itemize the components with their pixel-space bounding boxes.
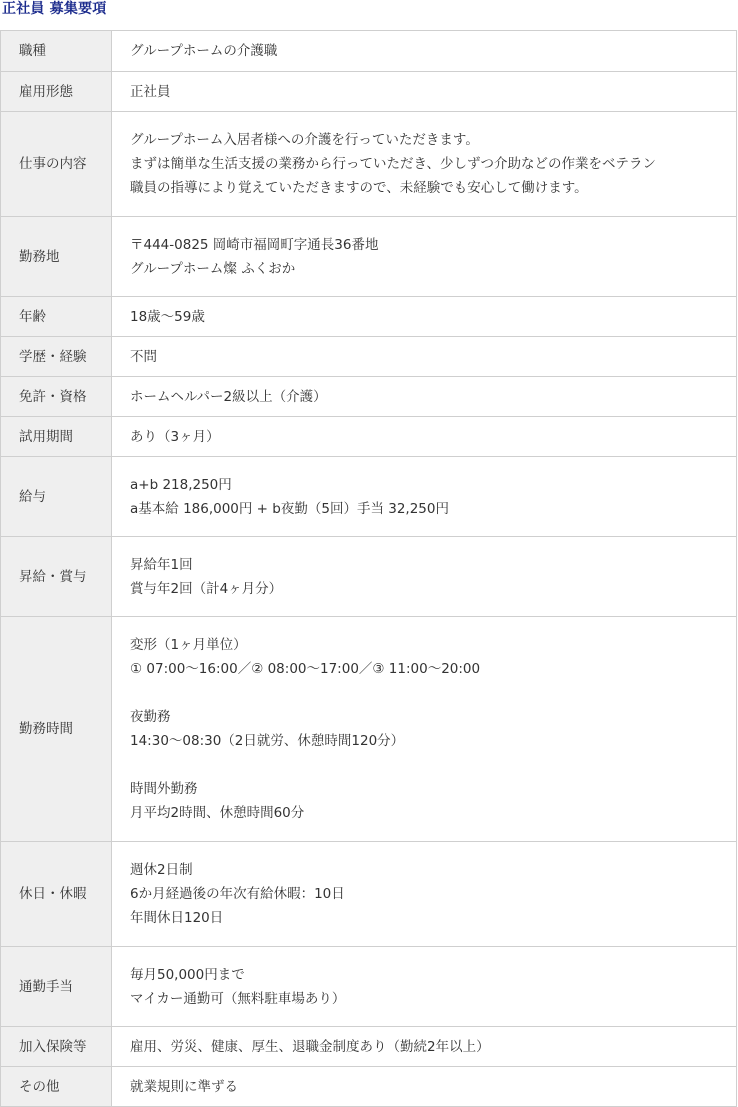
table-row-commute-allowance [1,947,737,1027]
table-row-other [1,1067,737,1107]
row-label: 学歴・経験 [1,337,112,377]
table-row-work-location [1,217,737,297]
table-row-employment-type [1,72,737,112]
table-row-job-description [1,112,737,217]
value-line: a基本給 186,000円 + b夜勤（5回）手当 32,250円 [130,500,449,517]
row-value [112,112,737,217]
value-line: 〒444-0825 岡崎市福岡町字通長36番地 [130,236,379,253]
table-row-holidays [1,842,737,947]
value-line: 昇給年1回 [130,556,193,573]
table-row-license [1,377,737,417]
row-label: 加入保険等 [1,1027,112,1067]
value-line: 毎月50,000円まで [130,966,245,983]
value-line: 6か月経過後の年次有給休暇：10日 [130,886,345,902]
row-label: 年齢 [1,297,112,337]
value-line: 就業規則に準ずる [130,1078,238,1095]
value-line: グループホームの介護職 [130,43,278,59]
table-row-insurance [1,1027,737,1067]
table-row-probation [1,417,737,457]
value-line: ホームヘルパー2級以上（介護） [130,388,327,405]
row-value [112,842,737,947]
value-line: グループホーム入居者様への介護を行っていただきます。 [130,132,479,148]
value-line: 不問 [130,348,157,365]
row-value [112,947,737,1027]
table-row-job-type [1,31,737,72]
row-label: 通勤手当 [1,947,112,1027]
value-line: 月平均2時間、休憩時間60分 [130,805,305,821]
row-label: 試用期間 [1,417,112,457]
page-title: 正社員 募集要項 [2,1,107,17]
value-line: グループホーム燦 ふくおか [130,260,296,277]
value-line: 18歳〜59歳 [130,308,205,325]
table-row-raise-bonus [1,537,737,617]
table-row-salary [1,457,737,537]
row-value [112,31,737,72]
row-label: 給与 [1,457,112,537]
row-label: 仕事の内容 [1,112,112,217]
value-line: まずは簡単な生活支援の業務から行っていただき、少しずつ介助などの作業をベテラン [130,156,656,172]
value-line: マイカー通勤可（無料駐車場あり） [130,990,346,1007]
row-label: 勤務地 [1,217,112,297]
value-line: ① 07:00〜16:00／② 08:00〜17:00／③ 11:00〜20:00 [130,661,481,677]
row-label: 昇給・賞与 [1,537,112,617]
row-value [112,417,737,457]
value-line: 正社員 [130,83,171,100]
row-label: 雇用形態 [1,72,112,112]
row-value [112,337,737,377]
row-value [112,1067,737,1107]
value-line: 週休2日制 [130,862,193,878]
value-line: 職員の指導により覚えていただきますので、未経験でも安心して働けます。 [130,180,588,196]
line-gap [130,753,736,777]
value-line: a+b 218,250円 [130,476,232,493]
value-line: 時間外勤務 [130,781,198,797]
row-label: 職種 [1,31,112,72]
row-value [112,217,737,297]
value-line: 夜勤務 [130,709,171,725]
row-value [112,537,737,617]
row-value [112,377,737,417]
row-value [112,72,737,112]
table-row-working-hours [1,617,737,842]
value-line: 変形（1ヶ月単位） [130,637,247,653]
row-label: 免許・資格 [1,377,112,417]
recruitment-table [0,30,737,1107]
table-row-education [1,337,737,377]
row-label: 勤務時間 [1,617,112,842]
line-gap [130,681,736,705]
row-label: 休日・休暇 [1,842,112,947]
table-row-age [1,297,737,337]
row-value [112,617,737,842]
row-value [112,457,737,537]
row-label: その他 [1,1067,112,1107]
value-line: 14:30〜08:30（2日就労、休憩時間120分） [130,733,405,749]
value-line: 雇用、労災、健康、厚生、退職金制度あり（勤続2年以上） [130,1038,490,1055]
value-line: あり（3ヶ月） [130,428,220,445]
row-value [112,1027,737,1067]
value-line: 年間休日120日 [130,910,224,926]
value-line: 賞与年2回（計4ヶ月分） [130,580,283,597]
row-value [112,297,737,337]
